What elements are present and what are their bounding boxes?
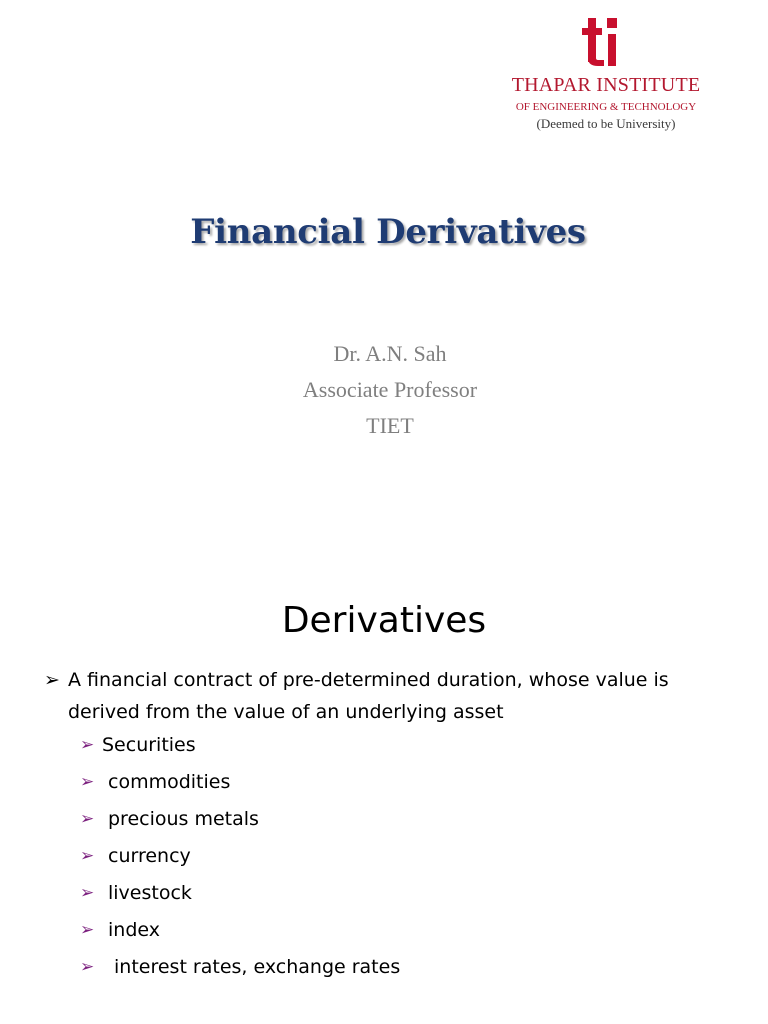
list-item (80, 732, 680, 769)
arrow-bullet-icon: ➢ (80, 846, 95, 866)
arrow-bullet-icon: ➢ (80, 920, 95, 940)
sub-bullet-list (80, 732, 680, 991)
arrow-bullet-icon: ➢ (80, 772, 95, 792)
list-item-label: commodities (108, 771, 231, 793)
list-item-label: index (108, 919, 160, 941)
author-name: Dr. A.N. Sah (333, 341, 447, 366)
list-item (80, 954, 680, 991)
list-item (80, 843, 680, 880)
list-item (80, 806, 680, 843)
list-item (80, 880, 680, 917)
list-item-label: currency (108, 845, 191, 867)
main-bullet (44, 664, 744, 728)
main-bullet-text: A financial contract of pre-determined duration, whose value is derived from the value of an underlying asset (68, 669, 669, 723)
list-item (80, 917, 680, 954)
arrow-bullet-icon: ➢ (80, 957, 95, 977)
logo-institute-name: THAPAR INSTITUTE (511, 74, 701, 96)
list-item-label: livestock (108, 882, 192, 904)
author-position: Associate Professor (302, 377, 478, 402)
list-item-label: precious metals (108, 808, 259, 830)
list-item (80, 769, 680, 806)
content-slide-title: Derivatives (281, 600, 487, 641)
ti-logo-icon (582, 14, 622, 70)
logo-institute-status: (Deemed to be University) (536, 116, 676, 131)
arrow-bullet-icon: ➢ (44, 669, 60, 691)
institute-logo (496, 14, 716, 144)
arrow-bullet-icon: ➢ (80, 809, 95, 829)
slide-title: Financial Derivatives (190, 212, 586, 252)
author-block (0, 336, 768, 444)
list-item-label: Securities (102, 734, 196, 756)
list-item-label: interest rates, exchange rates (114, 956, 401, 978)
arrow-bullet-icon: ➢ (80, 883, 95, 903)
author-institution: TIET (366, 413, 414, 438)
content-slide (0, 576, 768, 1024)
arrow-bullet-icon: ➢ (80, 735, 95, 755)
logo-institute-subtitle: OF ENGINEERING & TECHNOLOGY (515, 101, 697, 113)
